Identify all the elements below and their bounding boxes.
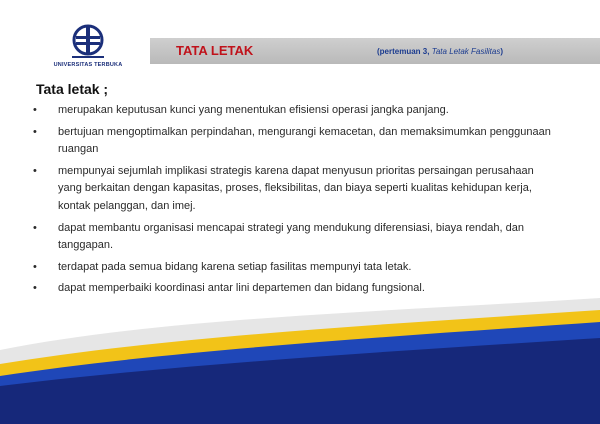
bullet-text: terdapat pada semua bidang karena setiap fasilitas mempunyi tata letak. [58,260,412,273]
bullet-text: dapat memperbaiki koordinasi antar lini departemen dan bidang fungsional. [58,282,425,295]
bullet-text: merupakan keputusan kunci yang menentukan efisiensi operasi jangka panjang. [58,104,449,116]
content-heading: Tata letak ; [36,81,109,97]
bullet-icon: • [33,282,37,295]
subtitle-suffix: ) [500,47,504,56]
bullet-icon: • [33,104,37,116]
subtitle-italic: Tata Letak Fasilitas [431,47,501,56]
bullet-text: mempunyai sejumlah implikasi strategis karena dapat menyusun prioritas persaingan perusahaan yang berkaitan dengan kapasitas, proses, fleksibilitas, dan biaya seperti kualitas kehidupan kerja, kontak pelanggan, dan imej. [58,164,534,212]
subtitle-prefix: (pertemuan 3, [377,47,430,56]
bullet-text: dapat membantu organisasi mencapai strategi yang mendukung diferensiasi, biaya rendah, dan tanggapan. [58,221,524,252]
slide-title: TATA LETAK [176,43,254,58]
logo-org-name: UNIVERSITAS TERBUKA [53,62,123,68]
bullet-icon: • [33,221,37,234]
bullet-text: bertujuan mengoptimalkan perpindahan, mengurangi kemacetan, dan memaksimumkan penggunaan ruangan [58,125,551,156]
bullet-icon: • [33,164,37,177]
bullet-icon: • [33,125,37,138]
bullet-icon: • [33,260,37,273]
